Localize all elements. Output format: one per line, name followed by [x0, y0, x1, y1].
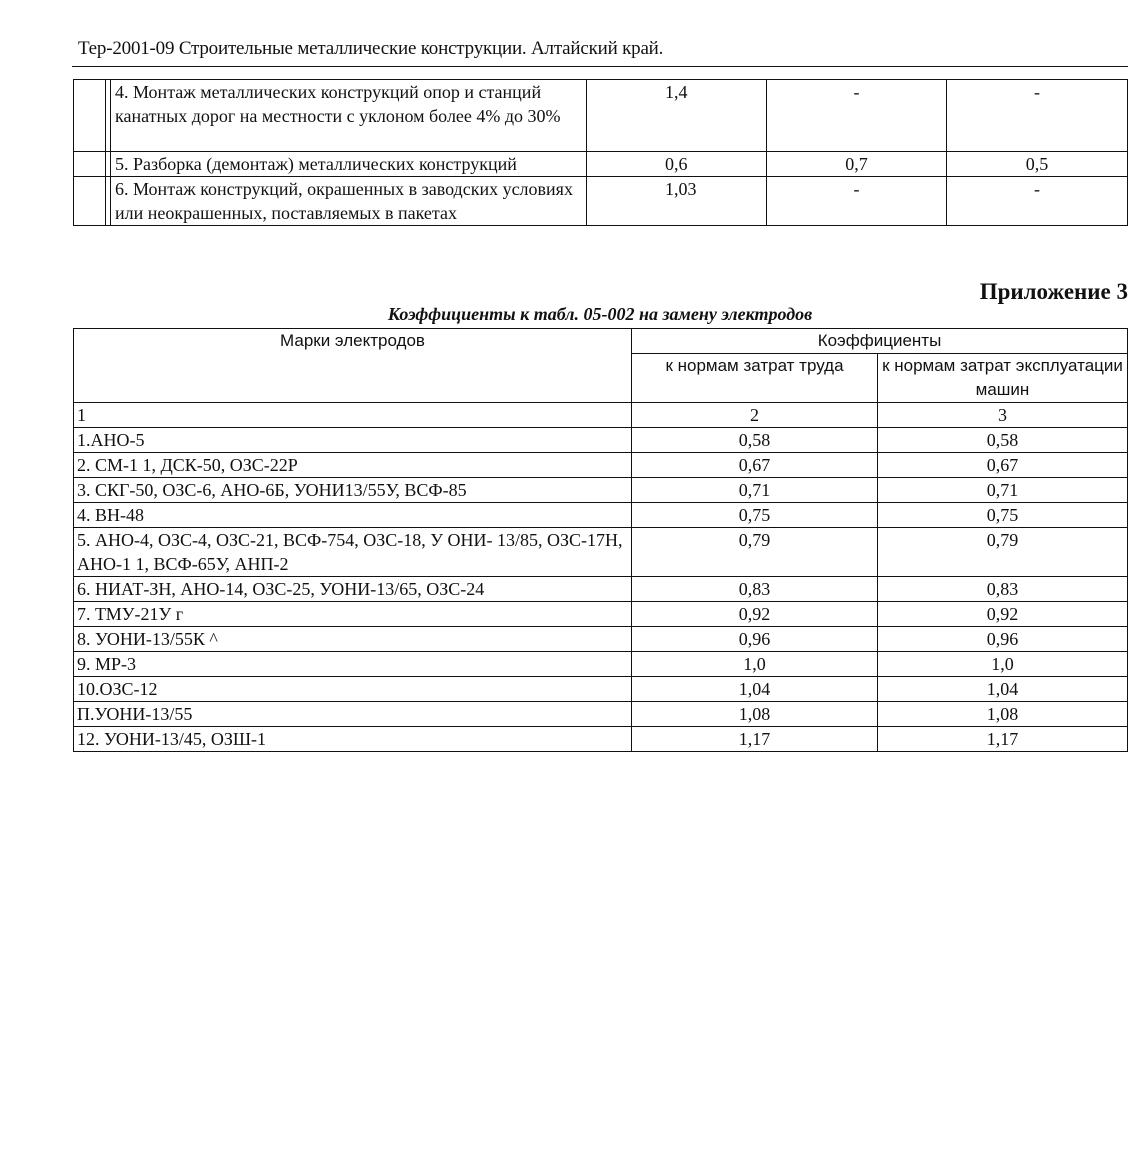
table-row: [74, 677, 1128, 702]
value-cell: 0,6: [587, 152, 767, 177]
machines-coef-cell: 1,0: [878, 652, 1128, 677]
labor-coef-cell: 0,67: [632, 453, 878, 478]
index-cell: 3: [878, 403, 1128, 428]
labor-coef-cell: 1,0: [632, 652, 878, 677]
machines-coef-cell: 0,58: [878, 428, 1128, 453]
header-rule: [72, 66, 1128, 67]
table-row: [74, 727, 1128, 752]
row-stub: [74, 177, 111, 226]
index-cell: 2: [632, 403, 878, 428]
work-coefficients-table: [73, 79, 1128, 226]
electrode-name-cell: 8. УОНИ-13/55К ^: [74, 627, 632, 652]
table-row: [74, 152, 1128, 177]
row-stub: [74, 80, 111, 152]
labor-coef-cell: 0,75: [632, 503, 878, 528]
machines-coef-cell: 1,17: [878, 727, 1128, 752]
table-row: [74, 577, 1128, 602]
labor-coef-cell: 1,08: [632, 702, 878, 727]
electrode-name-cell: 3. СКГ-50, ОЗС-6, АНО-6Б, УОНИ13/55У, ВСФ-85: [74, 478, 632, 503]
machines-coef-cell: 0,83: [878, 577, 1128, 602]
labor-coef-cell: 0,71: [632, 478, 878, 503]
value-cell: -: [767, 177, 947, 226]
table-caption: Коэффициенты к табл. 05-002 на замену электродов: [387, 304, 813, 324]
electrode-name-cell: 10.ОЗС-12: [74, 677, 632, 702]
electrode-name-cell: П.УОНИ-13/55: [74, 702, 632, 727]
machines-coef-cell: 1,08: [878, 702, 1128, 727]
value-cell: -: [767, 80, 947, 152]
row-stub: [74, 152, 111, 177]
machines-coef-cell: 0,71: [878, 478, 1128, 503]
appendix-title: Приложение 3: [979, 279, 1128, 304]
electrode-name-cell: 2. СМ-1 1, ДСК-50, ОЗС-22Р: [74, 453, 632, 478]
work-name-cell: 4. Монтаж металлических конструкций опор и станций канатных дорог на местности с уклоном более 4% до 30%: [111, 80, 587, 152]
labor-coef-cell: 1,04: [632, 677, 878, 702]
electrode-name-cell: 1.АНО-5: [74, 428, 632, 453]
table-row: [74, 652, 1128, 677]
electrode-name-cell: 9. МР-3: [74, 652, 632, 677]
machines-coef-cell: 0,67: [878, 453, 1128, 478]
electrode-name-cell: 7. ТМУ-21У г: [74, 602, 632, 627]
electrode-name-cell: 5. АНО-4, ОЗС-4, ОЗС-21, ВСФ-754, ОЗС-18, У ОНИ- 13/85, ОЗС-17Н, АНО-1 1, ВСФ-65У, АНП-2: [74, 528, 632, 577]
value-cell: 0,7: [767, 152, 947, 177]
index-cell: 1: [74, 403, 632, 428]
table-row: [74, 453, 1128, 478]
table-row: [74, 528, 1128, 577]
table-row: [74, 478, 1128, 503]
machines-coef-cell: 1,04: [878, 677, 1128, 702]
machines-coef-cell: 0,79: [878, 528, 1128, 577]
labor-coef-cell: 0,79: [632, 528, 878, 577]
work-name-cell: 5. Разборка (демонтаж) металлических конструкций: [111, 152, 587, 177]
value-cell: -: [947, 80, 1128, 152]
labor-coef-cell: 0,96: [632, 627, 878, 652]
machines-coef-cell: 0,96: [878, 627, 1128, 652]
labor-coef-cell: 0,83: [632, 577, 878, 602]
electrode-name-cell: 6. НИАТ-ЗН, АНО-14, ОЗС-25, УОНИ-13/65, ОЗС-24: [74, 577, 632, 602]
table-row: [74, 702, 1128, 727]
labor-coef-cell: 1,17: [632, 727, 878, 752]
electrode-name-cell: 4. ВН-48: [74, 503, 632, 528]
column-header-coefficients: Коэффициенты: [632, 329, 1128, 354]
value-cell: 0,5: [947, 152, 1128, 177]
table-row: [74, 177, 1128, 226]
electrode-coefficients-table: [73, 328, 1128, 752]
labor-coef-cell: 0,58: [632, 428, 878, 453]
table-row: [74, 80, 1128, 152]
index-row: [74, 403, 1128, 428]
header-row: [74, 329, 1128, 354]
table-row: [74, 602, 1128, 627]
table-row: [74, 627, 1128, 652]
value-cell: -: [947, 177, 1128, 226]
machines-coef-cell: 0,75: [878, 503, 1128, 528]
column-header-brand: Марки электродов: [74, 329, 632, 403]
table-row: [74, 503, 1128, 528]
value-cell: 1,4: [587, 80, 767, 152]
machines-coef-cell: 0,92: [878, 602, 1128, 627]
work-name-cell: 6. Монтаж конструкций, окрашенных в заводских условиях или неокрашенных, поставляемых в пакетах: [111, 177, 587, 226]
electrode-name-cell: 12. УОНИ-13/45, ОЗШ-1: [74, 727, 632, 752]
column-header-machines: к нормам затрат эксплуатации машин: [878, 354, 1128, 403]
column-header-labor: к нормам затрат труда: [632, 354, 878, 403]
page-header: Тер-2001-09 Строительные металлические конструкции. Алтайский край.: [78, 38, 664, 59]
table-row: [74, 428, 1128, 453]
labor-coef-cell: 0,92: [632, 602, 878, 627]
value-cell: 1,03: [587, 177, 767, 226]
